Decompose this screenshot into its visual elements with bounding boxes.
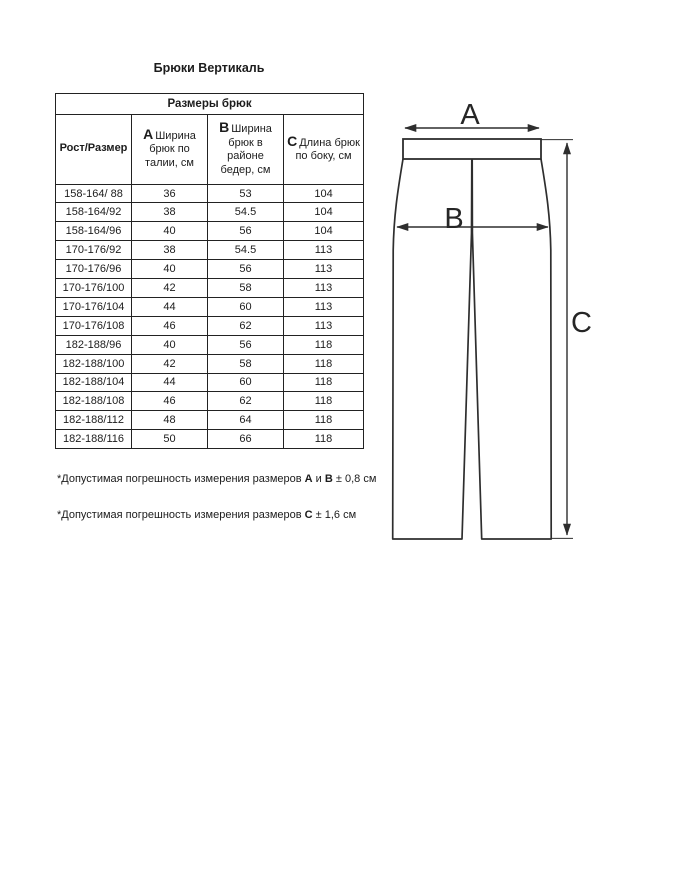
table-cell: 118 bbox=[284, 392, 364, 411]
table-cell: 118 bbox=[284, 373, 364, 392]
column-header-label: Длина брюк по боку, см bbox=[295, 136, 360, 163]
dim-letter-c: C bbox=[287, 132, 298, 149]
table-cell: 58 bbox=[208, 354, 284, 373]
dim-label-a: A bbox=[460, 99, 480, 131]
table-cell: 113 bbox=[284, 241, 364, 260]
note-text: *Допустимая погрешность измерения размеров bbox=[57, 509, 305, 521]
table-row bbox=[56, 316, 364, 335]
column-header-b bbox=[208, 114, 284, 184]
size-table bbox=[55, 93, 364, 449]
table-cell: 66 bbox=[208, 430, 284, 449]
table-cell: 118 bbox=[284, 335, 364, 354]
dim-letter-b: B bbox=[219, 119, 230, 136]
table-cell: 170-176/108 bbox=[56, 316, 132, 335]
note-text: *Допустимая погрешность измерения размеров bbox=[57, 473, 305, 485]
table-row bbox=[56, 411, 364, 430]
table-cell: 64 bbox=[208, 411, 284, 430]
table-cell: 62 bbox=[208, 316, 284, 335]
table-cell: 38 bbox=[132, 203, 208, 222]
table-cell: 158-164/96 bbox=[56, 222, 132, 241]
table-cell: 36 bbox=[132, 184, 208, 203]
table-caption-row bbox=[56, 94, 364, 115]
table-cell: 54.5 bbox=[208, 241, 284, 260]
table-cell: 170-176/100 bbox=[56, 279, 132, 298]
column-header-label: Рост/Размер bbox=[59, 142, 128, 155]
table-cell: 113 bbox=[284, 316, 364, 335]
note-text: ± 0,8 см bbox=[332, 473, 377, 485]
note-text: и bbox=[312, 473, 325, 485]
table-cell: 56 bbox=[208, 335, 284, 354]
table-cell: 60 bbox=[208, 373, 284, 392]
column-header-label: Ширина брюк по талии, см bbox=[145, 129, 196, 169]
table-cell: 54.5 bbox=[208, 203, 284, 222]
table-cell: 104 bbox=[284, 184, 364, 203]
dim-label-c: C bbox=[571, 307, 592, 339]
table-cell: 58 bbox=[208, 279, 284, 298]
table-cell: 170-176/92 bbox=[56, 241, 132, 260]
trousers-diagram bbox=[383, 95, 610, 560]
table-cell: 60 bbox=[208, 297, 284, 316]
column-header-a bbox=[132, 114, 208, 184]
table-cell: 50 bbox=[132, 430, 208, 449]
table-cell: 170-176/104 bbox=[56, 297, 132, 316]
table-cell: 42 bbox=[132, 354, 208, 373]
table-cell: 118 bbox=[284, 354, 364, 373]
table-cell: 182-188/116 bbox=[56, 430, 132, 449]
table-row bbox=[56, 297, 364, 316]
table-cell: 53 bbox=[208, 184, 284, 203]
table-row bbox=[56, 222, 364, 241]
table-caption: Размеры брюк bbox=[56, 94, 364, 115]
table-body bbox=[56, 184, 364, 448]
table-row bbox=[56, 184, 364, 203]
table-row bbox=[56, 354, 364, 373]
table-row bbox=[56, 392, 364, 411]
table-row bbox=[56, 335, 364, 354]
table-cell: 158-164/ 88 bbox=[56, 184, 132, 203]
note-dim-letter: C bbox=[304, 509, 313, 521]
dim-letter-a: A bbox=[143, 125, 154, 142]
table-row bbox=[56, 373, 364, 392]
note-dim-letter: A bbox=[304, 473, 313, 485]
table-cell: 182-188/96 bbox=[56, 335, 132, 354]
table-cell: 118 bbox=[284, 430, 364, 449]
table-cell: 62 bbox=[208, 392, 284, 411]
table-row bbox=[56, 279, 364, 298]
table-row bbox=[56, 241, 364, 260]
table-cell: 48 bbox=[132, 411, 208, 430]
table-cell: 113 bbox=[284, 279, 364, 298]
table-cell: 38 bbox=[132, 241, 208, 260]
table-cell: 56 bbox=[208, 260, 284, 279]
table-cell: 118 bbox=[284, 411, 364, 430]
table-cell: 56 bbox=[208, 222, 284, 241]
table-cell: 158-164/92 bbox=[56, 203, 132, 222]
table-cell: 44 bbox=[132, 373, 208, 392]
note-text: ± 1,6 см bbox=[312, 509, 357, 521]
table-cell: 46 bbox=[132, 392, 208, 411]
table-row bbox=[56, 430, 364, 449]
table-cell: 44 bbox=[132, 297, 208, 316]
table-cell: 113 bbox=[284, 260, 364, 279]
note-dim-letter: B bbox=[324, 473, 333, 485]
table-cell: 182-188/100 bbox=[56, 354, 132, 373]
table-cell: 46 bbox=[132, 316, 208, 335]
table-cell: 170-176/96 bbox=[56, 260, 132, 279]
table-cell: 40 bbox=[132, 335, 208, 354]
trousers-outline bbox=[393, 159, 552, 539]
table-cell: 182-188/112 bbox=[56, 411, 132, 430]
note-tolerance-ab bbox=[57, 473, 376, 486]
column-header-size bbox=[56, 114, 132, 184]
table-row bbox=[56, 203, 364, 222]
table-cell: 42 bbox=[132, 279, 208, 298]
table-cell: 113 bbox=[284, 297, 364, 316]
table-cell: 104 bbox=[284, 222, 364, 241]
table-cell: 182-188/108 bbox=[56, 392, 132, 411]
note-tolerance-c bbox=[57, 509, 356, 522]
table-header-row bbox=[56, 114, 364, 184]
document-title: Брюки Вертикаль bbox=[153, 61, 265, 75]
dim-label-b: B bbox=[444, 203, 464, 235]
column-header-label: Ширина брюк в районе бедер, см bbox=[220, 123, 272, 176]
column-header-c bbox=[284, 114, 364, 184]
table-cell: 182-188/104 bbox=[56, 373, 132, 392]
table-cell: 40 bbox=[132, 260, 208, 279]
waistband-shape bbox=[403, 139, 541, 159]
table-cell: 40 bbox=[132, 222, 208, 241]
table-cell: 104 bbox=[284, 203, 364, 222]
table-row bbox=[56, 260, 364, 279]
